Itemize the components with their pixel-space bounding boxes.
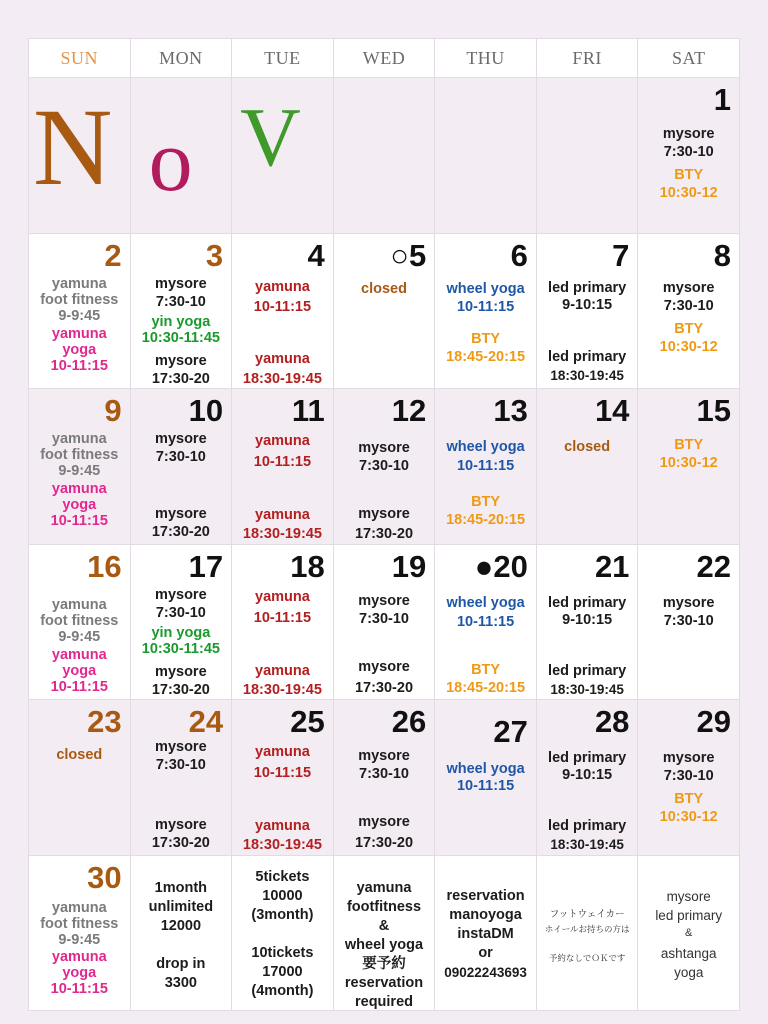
event-time: 17:30-20 [354, 679, 414, 696]
info-text: & [685, 926, 693, 939]
day-cell-15 [638, 389, 740, 545]
date-number: 18 [290, 548, 325, 584]
day-cell-13 [435, 389, 537, 545]
info-text: or [478, 944, 493, 961]
event-label: yamuna [51, 948, 107, 965]
event-time: 9-9:45 [58, 931, 101, 948]
info-text: ホイールお持ちの方は [544, 923, 630, 934]
day-cell-4 [232, 234, 334, 390]
event-time: 10-11:15 [456, 458, 515, 474]
event-time: 17:30-20 [151, 524, 210, 540]
event-time: 10-11:15 [456, 613, 515, 630]
day-cell-26 [334, 700, 436, 856]
info-text: 12000 [160, 917, 202, 934]
reservation-contact [435, 856, 537, 1012]
event-time: 18:30-19:45 [550, 837, 624, 852]
event-label: yamuna [51, 481, 107, 497]
event-time: 10-11:15 [253, 454, 312, 470]
header-tue: TUE [232, 39, 334, 78]
day-cell-9 [29, 389, 131, 545]
info-text: (4month) [251, 982, 314, 999]
info-text: led primary [655, 907, 723, 923]
date-number: 30 [87, 859, 122, 895]
day-cell-blank [29, 78, 131, 234]
event-label: yamuna [255, 818, 310, 834]
info-text: reservation [344, 974, 424, 991]
event-time: 10:30-12 [659, 809, 718, 825]
event-label: mysore [358, 592, 410, 609]
date-number: 9 [104, 393, 122, 428]
event-time: 7:30-10 [359, 610, 409, 627]
event-label: BTY [471, 330, 501, 347]
class-key [638, 856, 740, 1012]
event-label: mysore [155, 506, 207, 522]
event-label: yamuna [51, 646, 107, 663]
day-cell-11 [232, 389, 334, 545]
event-label: yin yoga [151, 313, 211, 330]
event-label: wheel yoga [446, 280, 525, 297]
event-label: mysore [155, 739, 207, 755]
event-label: yamuna [51, 275, 107, 292]
date-number: 10 [188, 393, 224, 428]
info-text: yoga [674, 964, 704, 980]
info-text: フットウェイカー [549, 908, 625, 920]
event-time: 18:30-19:45 [550, 681, 624, 697]
event-label: mysore [662, 750, 715, 766]
day-cell-30 [29, 856, 131, 1012]
event-time: 10-11:15 [50, 980, 108, 997]
event-label: closed [56, 747, 103, 763]
full-moon-icon: ● [474, 548, 494, 584]
event-label: BTY [674, 437, 704, 453]
event-time: 7:30-10 [359, 766, 409, 782]
info-text: required [354, 993, 413, 1010]
event-label: yamuna [51, 325, 107, 342]
event-label: closed [564, 439, 611, 455]
event-time: 18:45-20:15 [446, 679, 526, 696]
info-text: 要予約 [362, 955, 406, 972]
date-number: 28 [594, 704, 630, 739]
day-cell-23 [29, 700, 131, 856]
event-time: 7:30-10 [155, 757, 206, 773]
day-cell-14 [537, 389, 639, 545]
event-time: 7:30-10 [155, 604, 206, 621]
price-info-monthly [131, 856, 233, 1012]
event-label: yamuna [51, 431, 107, 447]
event-label: mysore [662, 594, 715, 611]
event-label: yamuna [51, 899, 107, 916]
event-label: mysore [155, 817, 207, 833]
date-number: 24 [188, 704, 224, 739]
info-text: 1month [154, 879, 208, 896]
event-time: 17:30-20 [151, 370, 210, 387]
event-time: 9-10:15 [562, 767, 613, 783]
info-text: footfitness [346, 898, 422, 915]
event-label: foot fitness [40, 915, 119, 932]
event-label: mysore [155, 663, 207, 680]
event-label: mysore [662, 279, 715, 296]
event-time: 10:30-11:45 [141, 329, 220, 346]
date-number: 14 [594, 393, 630, 428]
date-number: 16 [87, 548, 122, 584]
event-label: yin yoga [151, 624, 211, 641]
info-text: 予約なしでＯＫです [548, 952, 626, 963]
event-label: led primary [548, 818, 627, 834]
month-letter-v: V [240, 91, 301, 184]
event-label: foot fitness [40, 612, 119, 629]
event-label: mysore [155, 431, 207, 447]
date-number: 11 [291, 393, 325, 428]
event-label: mysore [358, 440, 410, 456]
day-cell-22 [638, 545, 740, 701]
event-label: yamuna [255, 662, 310, 679]
header-mon: MON [131, 39, 233, 78]
event-label: BTY [674, 167, 704, 183]
info-text: unlimited [148, 898, 214, 915]
event-label: yamuna [255, 433, 310, 449]
event-time: 10:30-11:45 [141, 640, 220, 657]
event-time: 7:30-10 [663, 768, 714, 784]
date-number: 12 [391, 393, 427, 428]
event-time: 18:45-20:15 [446, 512, 526, 528]
event-label: BTY [471, 661, 501, 678]
day-cell-20 [435, 545, 537, 701]
day-cell-1 [638, 78, 740, 234]
date-number: ●20 [474, 548, 528, 584]
day-cell-16 [29, 545, 131, 701]
event-time: 10-11:15 [50, 357, 108, 374]
month-letter-o: o [148, 113, 193, 210]
day-cell-12 [334, 389, 436, 545]
day-cell-8 [638, 234, 740, 390]
info-text: reservation [446, 887, 525, 904]
event-time: 9-10:15 [562, 611, 613, 628]
event-label: mysore [358, 506, 410, 522]
info-text: (3month) [251, 906, 314, 923]
day-cell-blank [334, 78, 436, 234]
event-label: led primary [548, 348, 627, 365]
event-label: yoga [62, 341, 97, 358]
day-cell-18 [232, 545, 334, 701]
date-number: 17 [188, 548, 224, 584]
date-number: 29 [696, 704, 731, 739]
date-number: 26 [391, 704, 427, 739]
date-number: 8 [713, 237, 731, 273]
info-text: drop in [156, 955, 206, 972]
event-label: wheel yoga [446, 439, 525, 455]
event-label: led primary [548, 750, 627, 766]
header-fri: FRI [537, 39, 639, 78]
day-cell-29 [638, 700, 740, 856]
event-time: 10:30-12 [659, 338, 718, 355]
day-cell-10 [131, 389, 233, 545]
event-label: mysore [358, 748, 410, 764]
event-label: wheel yoga [446, 594, 525, 611]
event-time: 17:30-20 [151, 681, 210, 698]
event-time: 10-11:15 [253, 609, 312, 626]
event-label: led primary [548, 594, 627, 611]
event-label: yoga [62, 497, 97, 513]
event-time: 9-9:45 [58, 463, 101, 479]
day-cell-24 [131, 700, 233, 856]
info-text: mysore [666, 888, 711, 904]
date-number: 25 [290, 704, 325, 739]
event-time: 17:30-20 [151, 835, 210, 851]
date-number: 22 [696, 548, 731, 584]
info-text: 10tickets [251, 944, 314, 961]
day-cell-2 [29, 234, 131, 390]
event-time: 7:30-10 [359, 458, 409, 474]
date-number: 6 [510, 237, 528, 273]
event-time: 7:30-10 [155, 449, 206, 465]
event-label: mysore [155, 275, 207, 292]
event-label: mysore [155, 586, 207, 603]
event-time: 18:30-19:45 [242, 370, 322, 387]
event-label: yoga [62, 964, 97, 981]
day-cell-25 [232, 700, 334, 856]
info-text: 10000 [262, 887, 303, 904]
info-text: instaDM [457, 925, 514, 942]
calendar-grid [28, 38, 740, 1011]
day-cell-21 [537, 545, 639, 701]
month-letter-n: N [33, 86, 113, 208]
event-time: 10-11:15 [50, 513, 108, 529]
day-cell-7 [537, 234, 639, 390]
phone-number: 09022243693 [444, 964, 527, 980]
date-number: 15 [696, 393, 731, 428]
day-cell-3 [131, 234, 233, 390]
day-cell-28 [537, 700, 639, 856]
info-text: manoyoga [449, 906, 522, 923]
event-time: 9-9:45 [58, 628, 101, 645]
event-time: 7:30-10 [663, 612, 714, 629]
event-time: 10:30-12 [659, 185, 718, 201]
event-label: closed [361, 280, 407, 297]
day-cell-27 [435, 700, 537, 856]
day-cell-blank [435, 78, 537, 234]
event-label: foot fitness [40, 291, 119, 308]
event-time: 7:30-10 [155, 293, 206, 310]
info-text: 3300 [164, 974, 197, 991]
event-label: yamuna [255, 350, 310, 367]
date-number: 3 [205, 237, 224, 273]
date-number: 1 [713, 82, 731, 117]
event-label: yamuna [255, 278, 310, 295]
event-time: 10:30-12 [659, 455, 718, 471]
event-time: 18:45-20:15 [446, 348, 526, 365]
event-time: 9-10:15 [562, 296, 613, 313]
header-wed: WED [334, 39, 436, 78]
event-label: led primary [548, 279, 627, 296]
event-label: BTY [674, 320, 704, 337]
event-label: yamuna [51, 596, 107, 613]
event-label: BTY [674, 791, 704, 807]
day-cell-blank [131, 78, 233, 234]
info-text: 5tickets [255, 868, 310, 885]
reservation-note [334, 856, 436, 1012]
event-time: 10-11:15 [253, 765, 312, 781]
day-cell-blank [537, 78, 639, 234]
price-info-tickets [232, 856, 334, 1012]
day-cell-6 [435, 234, 537, 390]
event-label: yamuna [255, 588, 310, 605]
date-number: 27 [493, 714, 528, 749]
date-number: 2 [104, 237, 122, 273]
date-number: 13 [493, 393, 528, 428]
info-text: & [378, 917, 390, 934]
day-cell-5 [334, 234, 436, 390]
date-number: 21 [594, 548, 630, 584]
day-cell-blank [232, 78, 334, 234]
event-label: yamuna [255, 507, 310, 523]
info-text: yamuna [356, 879, 412, 896]
event-time: 18:30-19:45 [242, 837, 322, 853]
event-time: 7:30-10 [663, 144, 714, 160]
event-label: yamuna [255, 744, 310, 760]
date-number: 19 [391, 548, 427, 584]
day-cell-19 [334, 545, 436, 701]
event-label: wheel yoga [446, 761, 525, 777]
event-time: 10-11:15 [253, 298, 312, 315]
new-moon-icon: ○ [390, 237, 410, 273]
info-text: wheel yoga [344, 936, 424, 953]
event-label: mysore [155, 352, 207, 369]
event-time: 18:30-19:45 [242, 681, 322, 698]
event-time: 17:30-20 [354, 835, 414, 851]
event-label: mysore [358, 658, 410, 675]
event-label: foot fitness [40, 447, 119, 463]
date-number: 23 [87, 704, 122, 739]
event-label: BTY [471, 494, 501, 510]
header-thu: THU [435, 39, 537, 78]
info-text: ashtanga [660, 945, 717, 961]
event-time: 10-11:15 [50, 678, 108, 695]
day-cell-17 [131, 545, 233, 701]
header-sun: SUN [29, 39, 131, 78]
event-time: 10-11:15 [456, 298, 515, 315]
event-time: 18:30-19:45 [550, 367, 624, 383]
event-time: 7:30-10 [663, 297, 714, 314]
header-sat: SAT [638, 39, 740, 78]
event-time: 9-9:45 [58, 307, 101, 324]
event-label: mysore [358, 814, 410, 830]
info-text: 17000 [262, 963, 303, 980]
event-time: 10-11:15 [456, 778, 515, 794]
event-label: led primary [548, 662, 627, 679]
date-number: 4 [307, 237, 325, 273]
event-time: 18:30-19:45 [242, 526, 322, 542]
date-number: ○5 [390, 237, 427, 273]
date-number: 7 [612, 237, 630, 273]
foot-waker-note [537, 856, 639, 1012]
event-label: yoga [62, 662, 97, 679]
event-time: 17:30-20 [354, 526, 414, 542]
event-label: mysore [662, 126, 715, 142]
